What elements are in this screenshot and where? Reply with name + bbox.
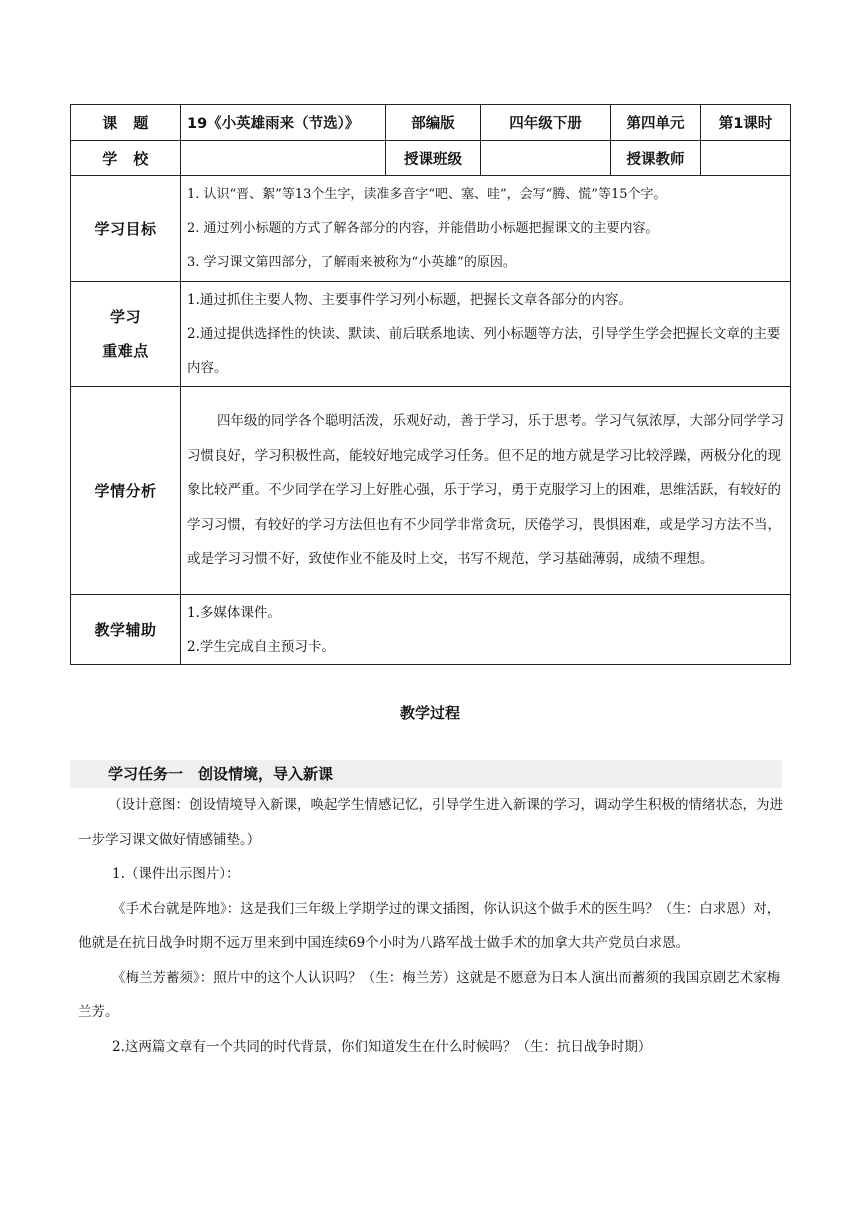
goal-item: 2. 通过列小标题的方式了解各部分的内容，并能借助小标题把握课文的主要内容。 <box>187 220 659 236</box>
key-point-item: 2.通过提供选择性的快读、默读、前后联系地读、列小标题等方法，引导学生学会把握长文章的主要内容。 <box>187 326 781 376</box>
design-intent: （设计意图：创设情境导入新课，唤起学生情感记忆，引导学生进入新课的学习，调动学生积极的情绪状态，为进一步学习课文做好情感铺垫。） <box>78 797 783 848</box>
step-2: 2.这两篇文章有一个共同的时代背景，你们知道发生在什么时候吗？（生：抗日战争时期） <box>112 1038 652 1055</box>
paragraph-1: 《手术台就是阵地》：这是我们三年级上学期学过的课文插图，你认识这个做手术的医生吗？（生：白求恩）对，他就是在抗日战争时期不远万里来到中国连续69个小时为八路军战士做手术的加拿大共产党员白求恩。 <box>78 900 781 951</box>
key-points-label-line2: 重难点 <box>102 342 149 360</box>
task1-title: 学习任务一 创设情境，导入新课 <box>108 765 334 783</box>
table-row <box>71 105 791 141</box>
class-value <box>481 141 611 176</box>
table-row <box>71 141 791 176</box>
table-row <box>71 595 791 665</box>
goal-item: 3. 学习课文第四部分，了解雨来被称为“小英雄”的原因。 <box>187 254 516 270</box>
aids-content <box>181 595 791 665</box>
paragraph-2: 《梅兰芳蓄须》：照片中的这个人认识吗？（生：梅兰芳）这就是不愿意为日本人演出而蓄须的我国京剧艺术家梅兰芳。 <box>78 969 781 1020</box>
school-value <box>181 141 386 176</box>
table-row <box>71 282 791 387</box>
aid-item: 1.多媒体课件。 <box>187 604 281 621</box>
key-points-content <box>181 282 791 387</box>
goal-item: 1. 认识“晋、絮”等13个生字，读准多音字“吧、塞、哇”，会写“腾、慌”等15个字。 <box>187 186 667 202</box>
school-label: 学 校 <box>71 141 181 176</box>
step-1: 1.（课件出示图片）： <box>112 866 240 882</box>
table-row <box>71 176 791 282</box>
process-heading: 教学过程 <box>399 704 460 722</box>
edition: 部编版 <box>386 105 481 141</box>
analysis-content <box>181 387 791 595</box>
lesson-title: 19《小英雄雨来（节选）》 <box>181 105 386 141</box>
analysis-label: 学情分析 <box>71 387 181 595</box>
class-label: 授课班级 <box>386 141 481 176</box>
key-points-label <box>71 282 181 387</box>
table-row <box>71 387 791 595</box>
key-point-item: 1.通过抓住主要人物、主要事件学习列小标题，把握长文章各部分的内容。 <box>187 292 632 308</box>
goals-label: 学习目标 <box>71 176 181 282</box>
key-points-label-line1: 学习 <box>109 308 141 326</box>
analysis-text: 四年级的同学各个聪明活泼，乐观好动，善于学习，乐于思考。学习气氛浓厚，大部分同学学习习惯良好，学习积极性高，能较好地完成学习任务。但不足的地方就是学习比较浮躁，两极分化的现象比较严重。不少同学在学习上好胜心强，乐于学习，勇于克服学习上的困难，思维活跃，有较好的学习习惯，有较好的学习方法但也有不少同学非常贪玩，厌倦学习，畏惧困难，或是学习方法不当，或是学习习惯不好，致使作业不能及时上交，书写不规范，学习基础薄弱，成绩不理想。 <box>187 413 784 568</box>
topic-label: 课 题 <box>71 105 181 141</box>
process-body <box>78 788 786 1064</box>
goals-content <box>181 176 791 282</box>
lesson-info-table <box>70 104 791 665</box>
unit: 第四单元 <box>611 105 701 141</box>
lesson-number: 第1课时 <box>701 105 791 141</box>
teacher-value <box>701 141 791 176</box>
aids-label: 教学辅助 <box>71 595 181 665</box>
grade: 四年级下册 <box>481 105 611 141</box>
teacher-label: 授课教师 <box>611 141 701 176</box>
aid-item: 2.学生完成自主预习卡。 <box>187 638 335 655</box>
